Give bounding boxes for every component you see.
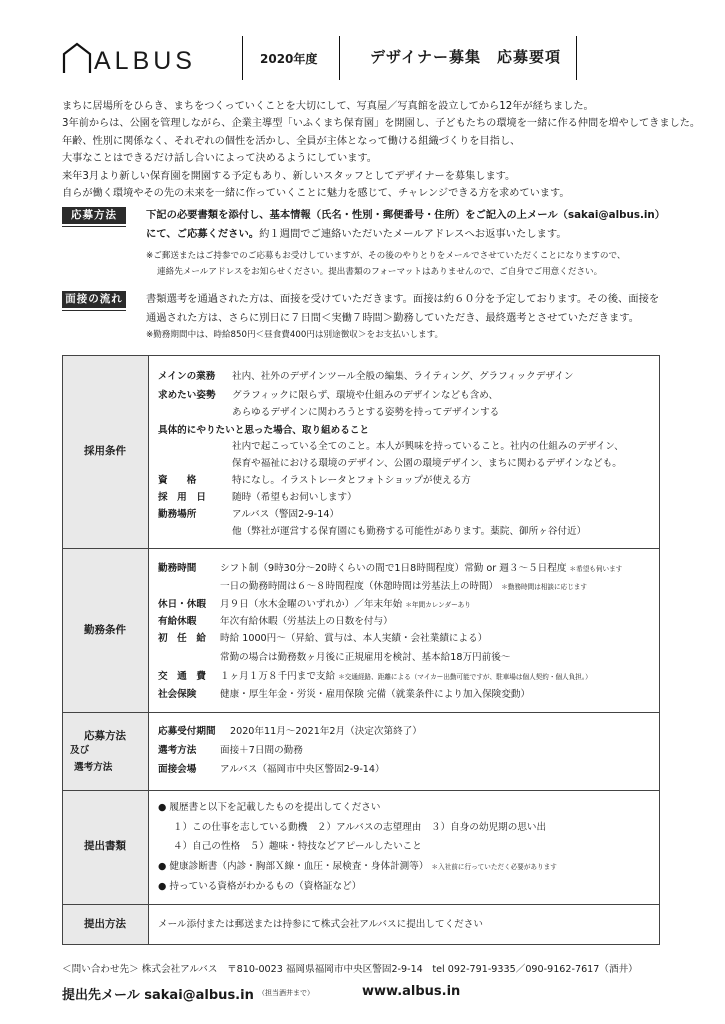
documents-item-4 <box>158 860 557 874</box>
submit-value: メール添付または郵送または持参にて株式会社アルバスに提出してください <box>158 919 483 930</box>
selection-label-3: 選考方法 <box>74 762 113 773</box>
venue-label: 面接会場 <box>158 764 197 775</box>
table-row-divider <box>62 790 660 791</box>
paid-leave-value: 年次有給休暇（労基法上の日数を付与） <box>220 616 393 627</box>
table-row-divider <box>62 904 660 905</box>
attitude-label: 求めたい姿勢 <box>158 390 216 401</box>
recruit-label: 採用条件 <box>84 445 126 457</box>
hours-label: 勤務時間 <box>158 563 197 574</box>
holiday-label: 休日・休暇 <box>158 599 206 610</box>
documents-item-5: ● 持っている資格がわかるもの（資格証など） <box>158 881 362 892</box>
work-label: 勤務条件 <box>84 624 126 636</box>
documents-item-1: ● 履歴書と以下を記載したものを提出してください <box>158 802 381 813</box>
hours-text-2: 一日の勤務時間は６〜８時間程度（休憩時間は労基法上の時間） <box>220 581 499 592</box>
intro-line: 大事なことはできるだけ話し合いによって決めるようにしています。 <box>62 153 377 165</box>
period-value: 2020年11月〜2021年2月（決定次第終了） <box>230 726 422 737</box>
workplace-label: 勤務場所 <box>158 509 197 520</box>
transport-label: 交 通 費 <box>158 671 206 682</box>
interview-text <box>146 290 706 328</box>
intro-line: まちに居場所をひらき、まちをつくっていくことを大切にして、写真屋／写真館を設立してから12年が経ちました。 <box>62 101 594 112</box>
table-row-divider <box>62 548 660 549</box>
tag-underline <box>62 310 126 311</box>
selection-label-1: 応募方法 <box>84 730 126 742</box>
contact-info: ＜問い合わせ先＞ 株式会社アルバス 〒810-0023 福岡県福岡市中央区警固2-9-14 tel 092-791-9335／090-9162-7617（酒井） <box>62 964 638 975</box>
transport-text: １ヶ月１万８千円まで支給 <box>220 671 336 682</box>
header-divider <box>576 36 577 80</box>
intro-line: 3年前からは、公園を管理しながら、企業主導型「いふくまち保育園」を開園し、子どもたちの環境を一緒に作る仲間を増やしてきました。 <box>62 118 701 130</box>
hours-note-2: ＊勤務時間は相談に応じます <box>501 583 587 591</box>
main-work-value: 社内、社外のデザインツール全般の編集、ライティング、グラフィックデザイン <box>232 371 574 382</box>
hours-text-1: シフト制（9時30分〜20時くらいの間で1日8時間程度）常勤 or 週３〜５日程度 <box>220 563 567 574</box>
salary-value-2: 常勤の場合は勤務数ヶ月後に正規雇用を検討、基本給18万円前後〜 <box>220 652 511 663</box>
website-link[interactable]: www.albus.in <box>362 984 461 999</box>
transport-note: ＊交通経路、距離による（マイカー出勤可能ですが、駐車場は個人契約・個人負担。） <box>338 673 592 681</box>
header-divider <box>339 36 340 80</box>
hire-date-value: 随時（希望もお伺いします） <box>232 492 357 503</box>
salary-value-1: 時給 1000円〜（昇給、賞与は、本人実績・会社業績による） <box>220 633 488 644</box>
submit-label: 提出方法 <box>84 918 126 930</box>
qualification-label: 資 格 <box>158 475 197 486</box>
want-heading: 具体的にやりたいと思った場合、取り組めること <box>158 425 370 436</box>
interview-note: ※勤務期間中は、時給850円＜昼食費400円は別途徴収＞をお支払いします。 <box>146 330 444 340</box>
apply-line-2-bold: にて、ご応募ください。 <box>146 228 260 240</box>
year-label: 2020年度 <box>260 52 318 66</box>
house-logo-icon <box>62 42 92 74</box>
period-label: 応募受付期間 <box>158 726 216 737</box>
workplace-value-1: アルバス（警固2-9-14） <box>232 509 340 520</box>
apply-note-2: 連絡先メールアドレスをお知らせください。提出書類のフォーマットはありませんので、ご自身でご用意ください。 <box>157 267 603 277</box>
documents-item-3: ４）自己の性格 ５）趣味・特技などアピールしたいこと <box>173 841 422 852</box>
qualification-value: 特になし。イラストレータとフォトショップが使える方 <box>232 475 471 486</box>
holiday-note: ＊年間カレンダーあり <box>405 601 471 609</box>
attitude-value-1: グラフィックに限らず、環境や仕組みのデザインなども含め、 <box>232 390 499 401</box>
apply-note-1: ※ご郵送またはご持参でのご応募もお受けしていますが、その後のやりとりをメールでさせていただくことになりますので、 <box>146 251 626 261</box>
documents-item-4-text: ● 健康診断書（内診・胸部Ｘ線・血圧・尿検査・身体計測等） <box>158 861 429 872</box>
email-note: （担当酒井まで） <box>258 989 314 997</box>
documents-item-2: １）この仕事を志している動機 ２）アルバスの志望理由 ３）自身の幼児期の思い出 <box>173 822 547 833</box>
insurance-label: 社会保険 <box>158 689 197 700</box>
method-value: 面接＋7日間の勤務 <box>220 745 303 756</box>
interview-line-1: 書類選考を通過された方は、面接を受けていただきます。面接は約６０分を予定しております。その後、面接を <box>146 293 660 305</box>
page-title: デザイナー募集 応募要項 <box>370 48 561 66</box>
tag-underline <box>62 226 126 227</box>
documents-item-4-note: ＊入社前に行っていただく必要があります <box>431 863 557 871</box>
logo-text: ALBUS <box>94 47 196 75</box>
intro-line: 来年3月より新しい保育園を開園する予定もあり、新しいスタッフとしてデザイナーを募集します。 <box>62 170 516 182</box>
workplace-value-2: 他（弊社が運営する保育園にも勤務する可能性があります。薬院、御所ヶ谷付近） <box>232 526 587 537</box>
intro-line: 年齢、性別に関係なく、それぞれの個性を活かし、全員が主体となって働ける組織づくりを目指し、 <box>62 135 521 147</box>
table-column-divider <box>148 355 149 945</box>
hire-date-label: 採 用 日 <box>158 492 206 503</box>
selection-label-2: 及び <box>70 745 90 756</box>
holiday-value <box>220 598 471 612</box>
attitude-value-2: あらゆるデザインに関わろうとする姿勢を持ってデザインする <box>232 407 500 418</box>
apply-line-2: 約１週間でご連絡いただいたメールアドレスへお返事いたします。 <box>259 228 567 240</box>
apply-tag: 応募方法 <box>62 207 126 224</box>
header-divider <box>242 36 243 80</box>
apply-line-1: 下記の必要書類を添付し、基本情報（氏名・性別・郵便番号・住所）をご記入の上メール（sakai@albus.in） <box>146 209 666 221</box>
main-work-label: メインの業務 <box>158 371 216 382</box>
method-label: 選考方法 <box>158 745 197 756</box>
selection-label <box>62 728 148 745</box>
intro-line: 自らが働く環境やその先の未来を一緒に作っていくことに魅力を感じて、チャレンジできる方を求めています。 <box>62 188 570 200</box>
paid-leave-label: 有給休暇 <box>158 616 197 627</box>
hours-note-1: ＊希望も伺います <box>569 565 623 573</box>
venue-value: アルバス（福岡市中央区警固2-9-14） <box>220 764 385 775</box>
documents-label: 提出書類 <box>84 840 126 852</box>
want-value-2: 保育や福祉における環境のデザイン、公園の環境デザイン、まちに関わるデザインなども。 <box>232 458 622 469</box>
hours-value-2 <box>220 580 587 594</box>
hours-value-1 <box>220 562 622 576</box>
interview-tag: 面接の流れ <box>62 291 126 308</box>
insurance-value: 健康・厚生年金・労災・雇用保険 完備（就業条件により加入保険変動） <box>220 689 531 700</box>
intro-text <box>62 98 702 202</box>
apply-text <box>146 206 706 244</box>
table-row-divider <box>62 712 660 713</box>
holiday-text: 月９日（水木金曜のいずれか）／年末年始 <box>220 599 403 610</box>
salary-label: 初 任 給 <box>158 633 206 644</box>
logo <box>62 40 196 74</box>
want-value-1: 社内で起こっている全てのこと。本人が興味を持っていること。社内の仕組みのデザイン、 <box>232 441 624 452</box>
transport-value <box>220 670 592 684</box>
submit-email[interactable]: 提出先メール sakai@albus.in <box>62 988 254 1003</box>
interview-line-2: 通過された方は、さらに別日に７日間＜実働７時間＞勤務していただき、最終選考とさせていただきます。 <box>146 312 640 324</box>
